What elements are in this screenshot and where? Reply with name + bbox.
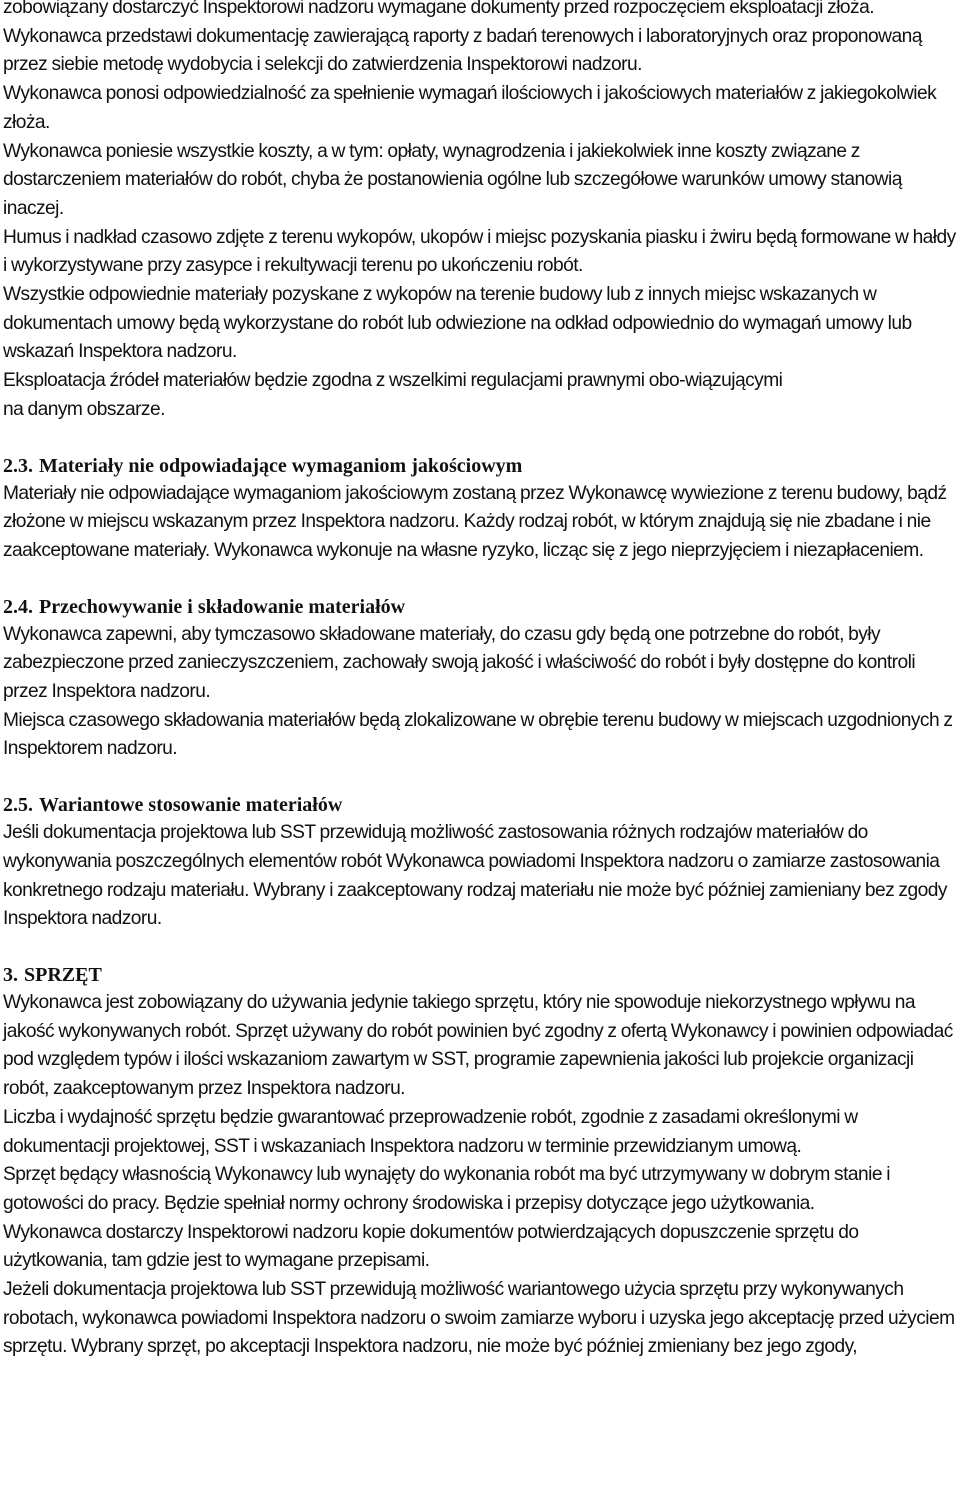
paragraph: Wykonawca jest zobowiązany do używania jedynie takiego sprzętu, który nie spowoduje niekorzystnego wpływu na jakość wykonywanych robót. Sprzęt używany do robót powinien być zgodny z ofertą Wykonawcy i powinien odpowiadać pod względem typów i ilości wskazaniom zawartym w SST, programie zapewnienia jakości lub projekcie organizacji robót, zaakceptowanym przez Inspektora nadzoru. (3, 991, 953, 1100)
section-heading-2-4 (3, 593, 959, 621)
section-heading-2-3 (3, 452, 959, 480)
section-number: 3. (3, 963, 18, 986)
paragraph: Wykonawca zapewni, aby tymczasowo składowane materiały, do czasu gdy będą one potrzebne do robót, były zabezpieczone przed zanieczyszczeniem, zachowały swoją jakość i właściwość do robót i były dostępne do kontroli przez Inspektora nadzoru. (3, 623, 916, 703)
document-page (3, 0, 959, 1362)
spacer (3, 764, 959, 791)
paragraph: Humus i nadkład czasowo zdjęte z terenu wykopów, ukopów i miejsc pozyskania piasku i żwiru będą formowane w hałdy i wykorzystywane przy zasypce i rekultywacji terenu po ukończeniu robót. (3, 226, 956, 277)
paragraph: Sprzęt będący własnością Wykonawcy lub wynajęty do wykonania robót ma być utrzymywany w dobrym stanie i gotowości do pracy. Będzie spełniał normy ochrony środowiska i przepisy dotyczące jego użytkowania. (3, 1164, 890, 1214)
section-title: Wariantowe stosowanie materiałów (39, 794, 343, 817)
section-title: Materiały nie odpowiadające wymaganiom jakościowym (39, 454, 523, 477)
section-number: 2.5. (3, 794, 33, 817)
paragraph: zobowiązany dostarczyć Inspektorowi nadzoru wymagane dokumenty przed rozpoczęciem eksploatacji złoża. (3, 0, 875, 18)
section-heading-3 (3, 961, 959, 989)
paragraph: Materiały nie odpowiadające wymaganiom jakościowym zostaną przez Wykonawcę wywiezione z terenu budowy, bądź złożone w miejscu wskazanym przez Inspektora nadzoru. Każdy rodzaj robót, w którym znajdują się nie zbadane i nie zaakceptowane materiały. Wykonawca wykonuje na własne ryzyko, licząc się z jego nieprzyjęciem i niezapłaceniem. (3, 482, 947, 561)
paragraph: Liczba i wydajność sprzętu będzie gwarantować przeprowadzenie robót, zgodnie z zasadami określonymi w dokumentacji projektowej, SST i wskazaniach Inspektora nadzoru w terminie przewidzianym umową. (3, 1106, 858, 1157)
spacer (3, 425, 959, 452)
spacer (3, 566, 959, 593)
paragraph: Wykonawca przedstawi dokumentację zawierającą raporty z badań terenowych i laboratoryjnych oraz proponowaną przez siebie metodę wydobycia i selekcji do zatwierdzenia Inspektorowi nadzoru. (3, 25, 922, 76)
paragraph: Wykonawca poniesie wszystkie koszty, a w tym: opłaty, wynagrodzenia i jakiekolwiek inne koszty związane z dostarczeniem materiałów do robót, chyba że postanowienia ogólne lub szczegółowe warunków umowy stanowią inaczej. (3, 140, 902, 219)
section-title: Przechowywanie i składowanie materiałów (39, 595, 406, 618)
paragraph: Jeżeli dokumentacja projektowa lub SST przewidują możliwość wariantowego użycia sprzętu przy wykonywanych robotach, wykonawca powiadomi Inspektora nadzoru o swoim zamiarze wyboru i uzyska jego akceptację przed użyciem sprzętu. Wybrany sprzęt, po akceptacji Inspektora nadzoru, nie może być później zmieniany bez jego zgody, (3, 1279, 955, 1358)
paragraph: Wszystkie odpowiednie materiały pozyskane z wykopów na terenie budowy lub z innych miejsc wskazanych w dokumentach umowy będą wykorzystane do robót lub odwiezione na odkład odpowiednio do wymagań umowy lub wskazań Inspektora nadzoru. (3, 284, 912, 363)
paragraph: Wykonawca ponosi odpowiedzialność za spełnienie wymagań ilościowych i jakościowych materiałów z jakiegokolwiek złoża. (3, 83, 937, 133)
spacer (3, 934, 959, 961)
paragraph: Jeśli dokumentacja projektowa lub SST przewidują możliwość zastosowania różnych rodzajów materiałów do wykonywania poszczególnych elementów robót Wykonawca powiadomi Inspektora nadzoru o zamiarze zastosowania konkretnego rodzaju materiału. Wybrany i zaakceptowany rodzaj materiału nie może być później zamieniany bez zgody Inspektora nadzoru. (3, 822, 947, 930)
paragraph: Eksploatacja źródeł materiałów będzie zgodna z wszelkimi regulacjami prawnymi obo-wiązującymi na danym obszarze. (3, 370, 783, 420)
paragraph: Miejsca czasowego składowania materiałów będą zlokalizowane w obrębie terenu budowy w miejscach uzgodnionych z Inspektorem nadzoru. (3, 709, 953, 760)
section-title: SPRZĘT (24, 963, 102, 986)
section-heading-2-5 (3, 791, 959, 819)
paragraph: Wykonawca dostarczy Inspektorowi nadzoru kopie dokumentów potwierdzających dopuszczenie sprzętu do użytkowania, tam gdzie jest to wymagane przepisami. (3, 1221, 859, 1272)
section-number: 2.3. (3, 454, 33, 477)
section-number: 2.4. (3, 595, 33, 618)
